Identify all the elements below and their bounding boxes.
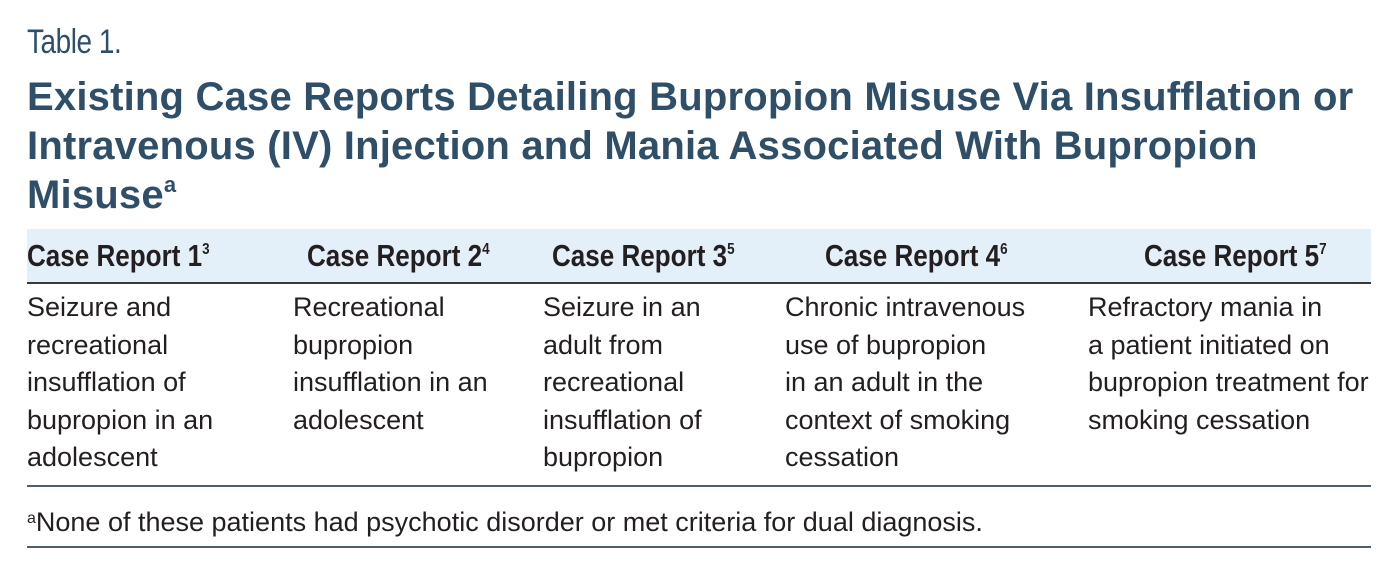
table-title xyxy=(27,73,1367,220)
table-cell-case-report-1: Seizure and recreational insufflation of bupropion in an adolescent xyxy=(27,292,214,472)
table-divider-rule xyxy=(27,485,1371,487)
column-header-ref: 5 xyxy=(727,240,735,258)
column-header-label: Case Report 4 xyxy=(825,237,1001,273)
table-cell-case-report-3: Seizure in an adult from recreational insufflation of bupropion xyxy=(543,292,702,472)
table-footnote xyxy=(27,505,983,539)
column-header-case-report-5 xyxy=(1144,229,1361,282)
table-cell-case-report-5: Refractory mania in a patient initiated on bupropion treatment for smoking cessation xyxy=(1088,292,1369,435)
column-header-case-report-3 xyxy=(552,229,769,282)
column-header-label: Case Report 5 xyxy=(1144,237,1320,273)
title-footnote-marker: a xyxy=(163,172,177,197)
column-header-ref: 4 xyxy=(482,240,490,258)
column-header-case-report-4 xyxy=(825,229,1042,282)
table-bottom-rule xyxy=(27,546,1371,548)
footnote-text: None of these patients had psychotic disorder or met criteria for dual diagnosis. xyxy=(35,507,983,537)
column-header-case-report-2 xyxy=(307,229,524,282)
column-header-ref: 3 xyxy=(202,240,210,258)
table-label: Table 1. xyxy=(27,23,122,61)
column-header-label: Case Report 1 xyxy=(27,237,203,273)
table-cell-case-report-4: Chronic intravenous use of bupropion in an adult in the context of smoking cessation xyxy=(785,292,1026,472)
column-header-label: Case Report 2 xyxy=(307,237,483,273)
column-header-case-report-1 xyxy=(27,229,244,282)
column-header-label: Case Report 3 xyxy=(552,237,728,273)
table-cell-case-report-2: Recreational bupropion insufflation in an adolescent xyxy=(293,292,488,435)
column-header-ref: 6 xyxy=(1000,240,1008,258)
column-header-ref: 7 xyxy=(1319,240,1327,258)
table-header-row xyxy=(27,229,1371,284)
table-title-text: Existing Case Reports Detailing Bupropion Misuse Via Insufflation or Intravenous (IV) Injection and Mania Associated With Bupropion Misuse xyxy=(27,75,1354,217)
footnote-marker: a xyxy=(27,510,36,527)
